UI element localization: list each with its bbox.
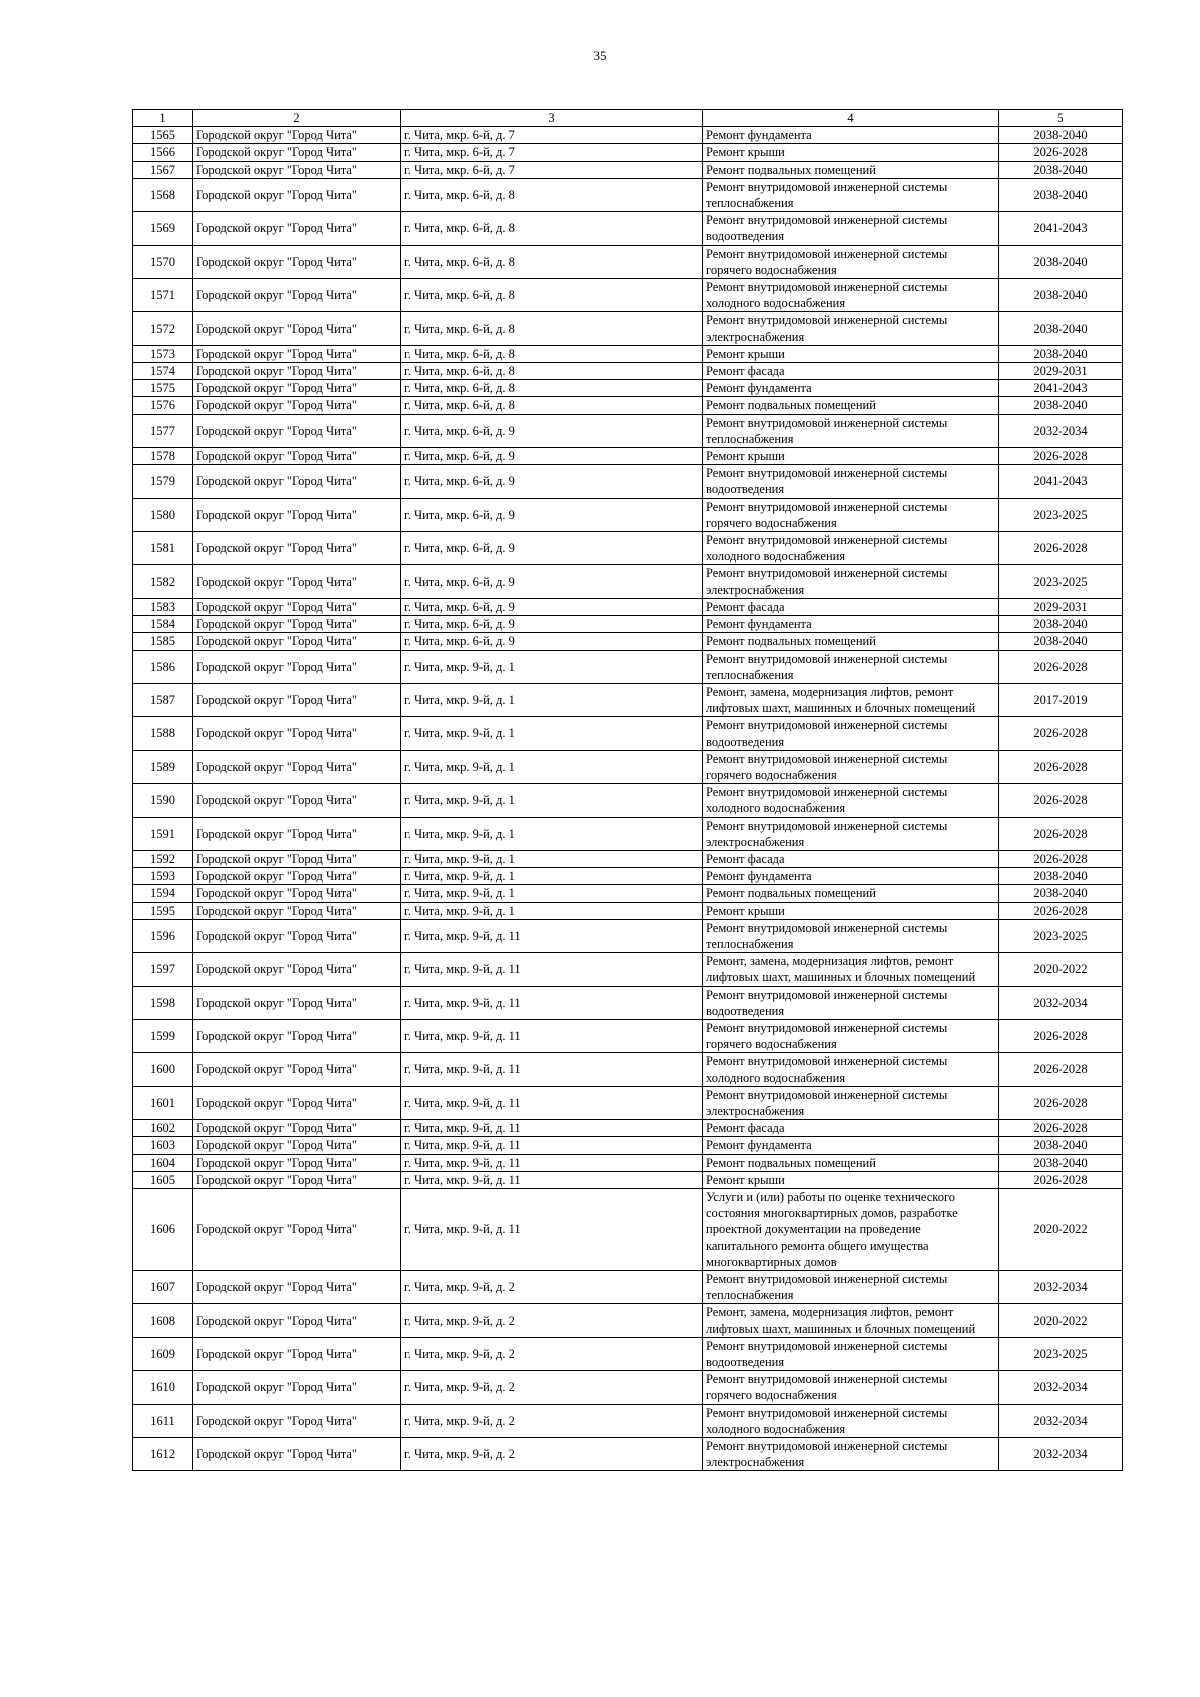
address-cell: г. Чита, мкр. 9-й, д. 2 — [401, 1371, 703, 1404]
municipality-cell: Городской округ "Город Чита" — [193, 345, 401, 362]
row-number: 1609 — [133, 1337, 193, 1370]
municipality-cell: Городской округ "Город Чита" — [193, 212, 401, 245]
table-row — [133, 1304, 1123, 1337]
row-number: 1597 — [133, 953, 193, 986]
work-type-cell: Ремонт внутридомовой инженерной системы электроснабжения — [703, 1438, 999, 1471]
table-row — [133, 178, 1123, 211]
address-cell: г. Чита, мкр. 9-й, д. 11 — [401, 1120, 703, 1137]
table-row — [133, 1371, 1123, 1404]
period-cell: 2017-2019 — [999, 683, 1123, 716]
row-number: 1588 — [133, 717, 193, 750]
address-cell: г. Чита, мкр. 9-й, д. 11 — [401, 986, 703, 1019]
period-cell: 2032-2034 — [999, 1371, 1123, 1404]
period-cell: 2026-2028 — [999, 717, 1123, 750]
work-type-cell: Ремонт фундамента — [703, 127, 999, 144]
address-cell: г. Чита, мкр. 6-й, д. 9 — [401, 616, 703, 633]
municipality-cell: Городской округ "Город Чита" — [193, 279, 401, 312]
table-row — [133, 1120, 1123, 1137]
table-row — [133, 212, 1123, 245]
municipality-cell: Городской округ "Город Чита" — [193, 817, 401, 850]
work-type-cell: Ремонт фасада — [703, 850, 999, 867]
period-cell: 2038-2040 — [999, 161, 1123, 178]
work-type-cell: Ремонт фасада — [703, 1120, 999, 1137]
municipality-cell: Городской округ "Город Чита" — [193, 161, 401, 178]
work-type-cell: Ремонт внутридомовой инженерной системы теплоснабжения — [703, 919, 999, 952]
work-type-cell: Ремонт фундамента — [703, 868, 999, 885]
table-row — [133, 902, 1123, 919]
period-cell: 2026-2028 — [999, 1053, 1123, 1086]
address-cell: г. Чита, мкр. 6-й, д. 8 — [401, 178, 703, 211]
address-cell: г. Чита, мкр. 9-й, д. 1 — [401, 817, 703, 850]
table-row — [133, 1271, 1123, 1304]
row-number: 1591 — [133, 817, 193, 850]
period-cell: 2032-2034 — [999, 1438, 1123, 1471]
work-type-cell: Ремонт внутридомовой инженерной системы горячего водоснабжения — [703, 498, 999, 531]
row-number: 1575 — [133, 380, 193, 397]
period-cell: 2032-2034 — [999, 1404, 1123, 1437]
work-type-cell: Ремонт внутридомовой инженерной системы холодного водоснабжения — [703, 1404, 999, 1437]
municipality-cell: Городской округ "Город Чита" — [193, 127, 401, 144]
period-cell: 2026-2028 — [999, 1086, 1123, 1119]
row-number: 1584 — [133, 616, 193, 633]
municipality-cell: Городской округ "Город Чита" — [193, 1304, 401, 1337]
address-cell: г. Чита, мкр. 6-й, д. 8 — [401, 312, 703, 345]
page-number: 35 — [593, 48, 607, 63]
address-cell: г. Чита, мкр. 6-й, д. 7 — [401, 161, 703, 178]
work-type-cell: Ремонт подвальных помещений — [703, 633, 999, 650]
table-row — [133, 1086, 1123, 1119]
work-type-cell: Ремонт внутридомовой инженерной системы теплоснабжения — [703, 414, 999, 447]
municipality-cell: Городской округ "Город Чита" — [193, 1053, 401, 1086]
municipality-cell: Городской округ "Город Чита" — [193, 144, 401, 161]
period-cell: 2038-2040 — [999, 178, 1123, 211]
period-cell: 2038-2040 — [999, 397, 1123, 414]
row-number: 1607 — [133, 1271, 193, 1304]
table-row — [133, 650, 1123, 683]
address-cell: г. Чита, мкр. 6-й, д. 7 — [401, 127, 703, 144]
row-number: 1569 — [133, 212, 193, 245]
period-cell: 2026-2028 — [999, 448, 1123, 465]
table-row — [133, 1171, 1123, 1188]
table-row — [133, 144, 1123, 161]
address-cell: г. Чита, мкр. 6-й, д. 7 — [401, 144, 703, 161]
row-number: 1587 — [133, 683, 193, 716]
address-cell: г. Чита, мкр. 6-й, д. 9 — [401, 565, 703, 598]
period-cell: 2026-2028 — [999, 850, 1123, 867]
work-type-cell: Ремонт внутридомовой инженерной системы горячего водоснабжения — [703, 1371, 999, 1404]
municipality-cell: Городской округ "Город Чита" — [193, 1171, 401, 1188]
table-row — [133, 1337, 1123, 1370]
table-row — [133, 498, 1123, 531]
municipality-cell: Городской округ "Город Чита" — [193, 1086, 401, 1119]
municipality-cell: Городской округ "Город Чита" — [193, 717, 401, 750]
period-cell: 2038-2040 — [999, 616, 1123, 633]
municipality-cell: Городской округ "Город Чита" — [193, 1120, 401, 1137]
period-cell: 2038-2040 — [999, 1137, 1123, 1154]
row-number: 1605 — [133, 1171, 193, 1188]
address-cell: г. Чита, мкр. 6-й, д. 9 — [401, 532, 703, 565]
period-cell: 2041-2043 — [999, 212, 1123, 245]
row-number: 1598 — [133, 986, 193, 1019]
address-cell: г. Чита, мкр. 9-й, д. 1 — [401, 868, 703, 885]
table-row — [133, 345, 1123, 362]
work-type-cell: Ремонт подвальных помещений — [703, 1154, 999, 1171]
work-type-cell: Ремонт внутридомовой инженерной системы водоотведения — [703, 986, 999, 1019]
table-row — [133, 784, 1123, 817]
row-number: 1574 — [133, 363, 193, 380]
table-row — [133, 986, 1123, 1019]
period-cell: 2032-2034 — [999, 986, 1123, 1019]
table-row — [133, 717, 1123, 750]
address-cell: г. Чита, мкр. 9-й, д. 11 — [401, 1019, 703, 1052]
work-type-cell: Ремонт внутридомовой инженерной системы горячего водоснабжения — [703, 1019, 999, 1052]
work-type-cell: Ремонт внутридомовой инженерной системы водоотведения — [703, 1337, 999, 1370]
row-number: 1602 — [133, 1120, 193, 1137]
work-type-cell: Ремонт фундамента — [703, 1137, 999, 1154]
period-cell: 2038-2040 — [999, 633, 1123, 650]
header-cell-municipality: 2 — [193, 110, 401, 127]
row-number: 1596 — [133, 919, 193, 952]
municipality-cell: Городской округ "Город Чита" — [193, 1189, 401, 1271]
work-type-cell: Ремонт фасада — [703, 363, 999, 380]
municipality-cell: Городской округ "Город Чита" — [193, 245, 401, 278]
work-type-cell: Ремонт внутридомовой инженерной системы теплоснабжения — [703, 178, 999, 211]
municipality-cell: Городской округ "Город Чита" — [193, 178, 401, 211]
address-cell: г. Чита, мкр. 9-й, д. 11 — [401, 919, 703, 952]
address-cell: г. Чита, мкр. 6-й, д. 9 — [401, 633, 703, 650]
row-number: 1592 — [133, 850, 193, 867]
header-row — [133, 110, 1123, 127]
municipality-cell: Городской округ "Город Чита" — [193, 1371, 401, 1404]
period-cell: 2032-2034 — [999, 414, 1123, 447]
address-cell: г. Чита, мкр. 6-й, д. 9 — [401, 414, 703, 447]
municipality-cell: Городской округ "Город Чита" — [193, 532, 401, 565]
address-cell: г. Чита, мкр. 6-й, д. 8 — [401, 380, 703, 397]
row-number: 1568 — [133, 178, 193, 211]
address-cell: г. Чита, мкр. 6-й, д. 8 — [401, 345, 703, 362]
row-number: 1586 — [133, 650, 193, 683]
municipality-cell: Городской округ "Город Чита" — [193, 850, 401, 867]
work-type-cell: Ремонт внутридомовой инженерной системы горячего водоснабжения — [703, 750, 999, 783]
address-cell: г. Чита, мкр. 6-й, д. 9 — [401, 598, 703, 615]
row-number: 1599 — [133, 1019, 193, 1052]
table-row — [133, 1154, 1123, 1171]
period-cell: 2032-2034 — [999, 1271, 1123, 1304]
address-cell: г. Чита, мкр. 9-й, д. 2 — [401, 1337, 703, 1370]
header-cell-work-type: 4 — [703, 110, 999, 127]
period-cell: 2029-2031 — [999, 598, 1123, 615]
work-type-cell: Ремонт внутридомовой инженерной системы электроснабжения — [703, 817, 999, 850]
work-type-cell: Ремонт, замена, модернизация лифтов, ремонт лифтовых шахт, машинных и блочных помещений — [703, 683, 999, 716]
municipality-cell: Городской округ "Город Чита" — [193, 919, 401, 952]
work-type-cell: Ремонт крыши — [703, 448, 999, 465]
header-cell-period: 5 — [999, 110, 1123, 127]
address-cell: г. Чита, мкр. 6-й, д. 8 — [401, 212, 703, 245]
table-row — [133, 850, 1123, 867]
address-cell: г. Чита, мкр. 9-й, д. 11 — [401, 1086, 703, 1119]
address-cell: г. Чита, мкр. 6-й, д. 9 — [401, 498, 703, 531]
table-row — [133, 868, 1123, 885]
period-cell: 2026-2028 — [999, 750, 1123, 783]
table-row — [133, 750, 1123, 783]
municipality-cell: Городской округ "Город Чита" — [193, 902, 401, 919]
municipality-cell: Городской округ "Город Чита" — [193, 380, 401, 397]
table-row — [133, 565, 1123, 598]
work-type-cell: Ремонт крыши — [703, 902, 999, 919]
row-number: 1612 — [133, 1438, 193, 1471]
table-row — [133, 1137, 1123, 1154]
address-cell: г. Чита, мкр. 6-й, д. 8 — [401, 363, 703, 380]
municipality-cell: Городской округ "Город Чита" — [193, 498, 401, 531]
row-number: 1604 — [133, 1154, 193, 1171]
table-row — [133, 312, 1123, 345]
period-cell: 2038-2040 — [999, 279, 1123, 312]
row-number: 1566 — [133, 144, 193, 161]
work-type-cell: Ремонт фундамента — [703, 616, 999, 633]
municipality-cell: Городской округ "Город Чита" — [193, 363, 401, 380]
row-number: 1565 — [133, 127, 193, 144]
table-row — [133, 397, 1123, 414]
address-cell: г. Чита, мкр. 9-й, д. 1 — [401, 750, 703, 783]
table-row — [133, 161, 1123, 178]
row-number: 1582 — [133, 565, 193, 598]
period-cell: 2026-2028 — [999, 1120, 1123, 1137]
work-type-cell: Ремонт внутридомовой инженерной системы холодного водоснабжения — [703, 1053, 999, 1086]
table-row — [133, 363, 1123, 380]
header-cell-number: 1 — [133, 110, 193, 127]
row-number: 1570 — [133, 245, 193, 278]
period-cell: 2038-2040 — [999, 868, 1123, 885]
table-row — [133, 465, 1123, 498]
work-type-cell: Ремонт подвальных помещений — [703, 885, 999, 902]
address-cell: г. Чита, мкр. 9-й, д. 1 — [401, 650, 703, 683]
repair-schedule-table — [132, 109, 1123, 1471]
table-row — [133, 380, 1123, 397]
period-cell: 2020-2022 — [999, 1304, 1123, 1337]
row-number: 1603 — [133, 1137, 193, 1154]
row-number: 1573 — [133, 345, 193, 362]
work-type-cell: Ремонт крыши — [703, 345, 999, 362]
row-number: 1580 — [133, 498, 193, 531]
row-number: 1589 — [133, 750, 193, 783]
work-type-cell: Ремонт внутридомовой инженерной системы электроснабжения — [703, 565, 999, 598]
row-number: 1595 — [133, 902, 193, 919]
table-row — [133, 953, 1123, 986]
municipality-cell: Городской округ "Город Чита" — [193, 1137, 401, 1154]
row-number: 1572 — [133, 312, 193, 345]
address-cell: г. Чита, мкр. 9-й, д. 11 — [401, 1189, 703, 1271]
row-number: 1601 — [133, 1086, 193, 1119]
address-cell: г. Чита, мкр. 9-й, д. 1 — [401, 784, 703, 817]
municipality-cell: Городской округ "Город Чита" — [193, 465, 401, 498]
table-row — [133, 1438, 1123, 1471]
municipality-cell: Городской округ "Город Чита" — [193, 1271, 401, 1304]
municipality-cell: Городской округ "Город Чита" — [193, 1404, 401, 1437]
period-cell: 2038-2040 — [999, 245, 1123, 278]
municipality-cell: Городской округ "Город Чита" — [193, 312, 401, 345]
period-cell: 2026-2028 — [999, 650, 1123, 683]
table-row — [133, 448, 1123, 465]
municipality-cell: Городской округ "Город Чита" — [193, 1438, 401, 1471]
municipality-cell: Городской округ "Город Чита" — [193, 750, 401, 783]
address-cell: г. Чита, мкр. 9-й, д. 11 — [401, 1137, 703, 1154]
table-row — [133, 817, 1123, 850]
work-type-cell: Ремонт крыши — [703, 144, 999, 161]
municipality-cell: Городской округ "Город Чита" — [193, 565, 401, 598]
period-cell: 2038-2040 — [999, 127, 1123, 144]
row-number: 1576 — [133, 397, 193, 414]
address-cell: г. Чита, мкр. 9-й, д. 1 — [401, 902, 703, 919]
table-row — [133, 127, 1123, 144]
header-cell-address: 3 — [401, 110, 703, 127]
row-number: 1608 — [133, 1304, 193, 1337]
period-cell: 2026-2028 — [999, 532, 1123, 565]
table-row — [133, 616, 1123, 633]
table-row — [133, 1404, 1123, 1437]
period-cell: 2020-2022 — [999, 953, 1123, 986]
work-type-cell: Ремонт внутридомовой инженерной системы холодного водоснабжения — [703, 279, 999, 312]
table-row — [133, 885, 1123, 902]
row-number: 1606 — [133, 1189, 193, 1271]
period-cell: 2026-2028 — [999, 1171, 1123, 1188]
municipality-cell: Городской округ "Город Чита" — [193, 885, 401, 902]
address-cell: г. Чита, мкр. 9-й, д. 11 — [401, 1053, 703, 1086]
municipality-cell: Городской округ "Город Чита" — [193, 598, 401, 615]
table-row — [133, 1053, 1123, 1086]
address-cell: г. Чита, мкр. 9-й, д. 11 — [401, 953, 703, 986]
period-cell: 2041-2043 — [999, 380, 1123, 397]
row-number: 1581 — [133, 532, 193, 565]
municipality-cell: Городской округ "Город Чита" — [193, 868, 401, 885]
work-type-cell: Ремонт внутридомовой инженерной системы холодного водоснабжения — [703, 532, 999, 565]
row-number: 1577 — [133, 414, 193, 447]
address-cell: г. Чита, мкр. 6-й, д. 9 — [401, 465, 703, 498]
table-row — [133, 919, 1123, 952]
municipality-cell: Городской округ "Город Чита" — [193, 650, 401, 683]
work-type-cell: Ремонт подвальных помещений — [703, 161, 999, 178]
row-number: 1611 — [133, 1404, 193, 1437]
period-cell: 2023-2025 — [999, 919, 1123, 952]
address-cell: г. Чита, мкр. 9-й, д. 2 — [401, 1438, 703, 1471]
work-type-cell: Ремонт фундамента — [703, 380, 999, 397]
work-type-cell: Ремонт подвальных помещений — [703, 397, 999, 414]
municipality-cell: Городской округ "Город Чита" — [193, 1019, 401, 1052]
work-type-cell: Ремонт внутридомовой инженерной системы горячего водоснабжения — [703, 245, 999, 278]
table-row — [133, 598, 1123, 615]
row-number: 1583 — [133, 598, 193, 615]
municipality-cell: Городской округ "Город Чита" — [193, 683, 401, 716]
work-type-cell: Ремонт, замена, модернизация лифтов, ремонт лифтовых шахт, машинных и блочных помещений — [703, 953, 999, 986]
work-type-cell: Ремонт внутридомовой инженерной системы теплоснабжения — [703, 650, 999, 683]
address-cell: г. Чита, мкр. 9-й, д. 11 — [401, 1171, 703, 1188]
municipality-cell: Городской округ "Город Чита" — [193, 448, 401, 465]
municipality-cell: Городской округ "Город Чита" — [193, 633, 401, 650]
row-number: 1567 — [133, 161, 193, 178]
row-number: 1585 — [133, 633, 193, 650]
work-type-cell: Ремонт внутридомовой инженерной системы электроснабжения — [703, 312, 999, 345]
row-number: 1571 — [133, 279, 193, 312]
work-type-cell: Услуги и (или) работы по оценке технического состояния многоквартирных домов, разработке проектной документации на проведение капитального ремонта общего имущества многоквартирных домов — [703, 1189, 999, 1271]
address-cell: г. Чита, мкр. 9-й, д. 2 — [401, 1271, 703, 1304]
municipality-cell: Городской округ "Город Чита" — [193, 414, 401, 447]
row-number: 1593 — [133, 868, 193, 885]
work-type-cell: Ремонт внутридомовой инженерной системы теплоснабжения — [703, 1271, 999, 1304]
municipality-cell: Городской округ "Город Чита" — [193, 616, 401, 633]
work-type-cell: Ремонт внутридомовой инженерной системы водоотведения — [703, 465, 999, 498]
period-cell: 2026-2028 — [999, 817, 1123, 850]
row-number: 1610 — [133, 1371, 193, 1404]
period-cell: 2038-2040 — [999, 885, 1123, 902]
address-cell: г. Чита, мкр. 9-й, д. 1 — [401, 683, 703, 716]
address-cell: г. Чита, мкр. 6-й, д. 8 — [401, 279, 703, 312]
address-cell: г. Чита, мкр. 9-й, д. 2 — [401, 1304, 703, 1337]
work-type-cell: Ремонт внутридомовой инженерной системы электроснабжения — [703, 1086, 999, 1119]
row-number: 1600 — [133, 1053, 193, 1086]
work-type-cell: Ремонт, замена, модернизация лифтов, ремонт лифтовых шахт, машинных и блочных помещений — [703, 1304, 999, 1337]
address-cell: г. Чита, мкр. 6-й, д. 9 — [401, 448, 703, 465]
table-row — [133, 633, 1123, 650]
work-type-cell: Ремонт внутридомовой инженерной системы холодного водоснабжения — [703, 784, 999, 817]
municipality-cell: Городской округ "Город Чита" — [193, 986, 401, 1019]
municipality-cell: Городской округ "Город Чита" — [193, 1154, 401, 1171]
work-type-cell: Ремонт внутридомовой инженерной системы водоотведения — [703, 212, 999, 245]
period-cell: 2026-2028 — [999, 902, 1123, 919]
period-cell: 2023-2025 — [999, 498, 1123, 531]
address-cell: г. Чита, мкр. 9-й, д. 2 — [401, 1404, 703, 1437]
municipality-cell: Городской округ "Город Чита" — [193, 784, 401, 817]
address-cell: г. Чита, мкр. 9-й, д. 11 — [401, 1154, 703, 1171]
period-cell: 2038-2040 — [999, 1154, 1123, 1171]
row-number: 1579 — [133, 465, 193, 498]
table-row — [133, 683, 1123, 716]
period-cell: 2038-2040 — [999, 312, 1123, 345]
period-cell: 2026-2028 — [999, 784, 1123, 817]
table-row — [133, 1019, 1123, 1052]
municipality-cell: Городской округ "Город Чита" — [193, 1337, 401, 1370]
address-cell: г. Чита, мкр. 6-й, д. 8 — [401, 245, 703, 278]
row-number: 1590 — [133, 784, 193, 817]
period-cell: 2041-2043 — [999, 465, 1123, 498]
row-number: 1594 — [133, 885, 193, 902]
period-cell: 2023-2025 — [999, 565, 1123, 598]
address-cell: г. Чита, мкр. 9-й, д. 1 — [401, 717, 703, 750]
period-cell: 2026-2028 — [999, 144, 1123, 161]
work-type-cell: Ремонт крыши — [703, 1171, 999, 1188]
municipality-cell: Городской округ "Город Чита" — [193, 953, 401, 986]
period-cell: 2029-2031 — [999, 363, 1123, 380]
period-cell: 2038-2040 — [999, 345, 1123, 362]
table-row — [133, 1189, 1123, 1271]
row-number: 1578 — [133, 448, 193, 465]
table-row — [133, 245, 1123, 278]
period-cell: 2023-2025 — [999, 1337, 1123, 1370]
work-type-cell: Ремонт внутридомовой инженерной системы водоотведения — [703, 717, 999, 750]
period-cell: 2020-2022 — [999, 1189, 1123, 1271]
work-type-cell: Ремонт фасада — [703, 598, 999, 615]
address-cell: г. Чита, мкр. 9-й, д. 1 — [401, 885, 703, 902]
period-cell: 2026-2028 — [999, 1019, 1123, 1052]
municipality-cell: Городской округ "Город Чита" — [193, 397, 401, 414]
table-row — [133, 279, 1123, 312]
table-row — [133, 532, 1123, 565]
address-cell: г. Чита, мкр. 9-й, д. 1 — [401, 850, 703, 867]
address-cell: г. Чита, мкр. 6-й, д. 8 — [401, 397, 703, 414]
table-row — [133, 414, 1123, 447]
